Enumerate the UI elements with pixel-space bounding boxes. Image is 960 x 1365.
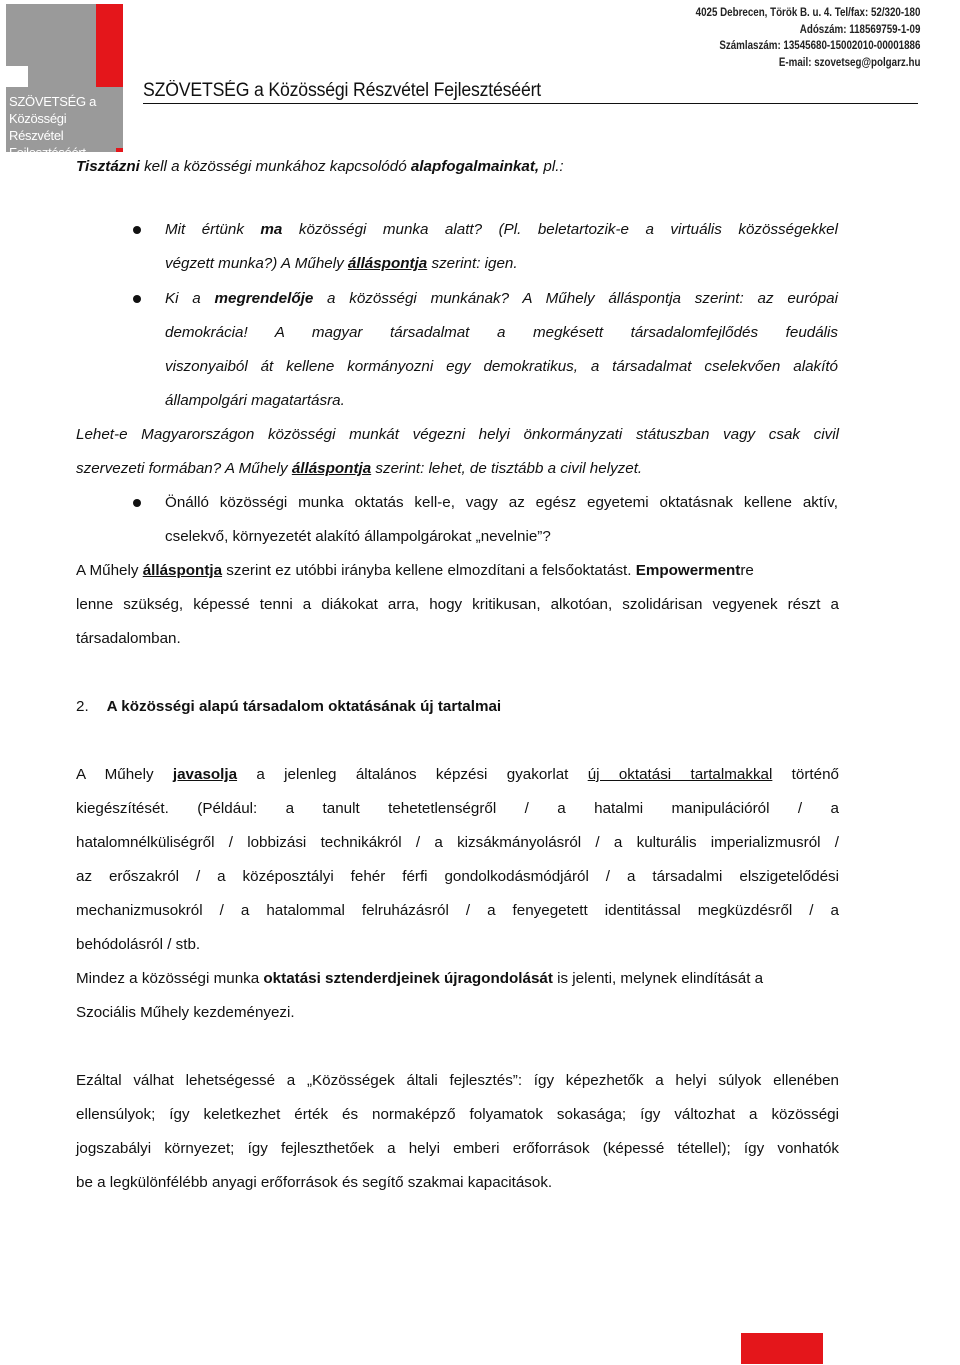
text-run: re: [740, 562, 754, 579]
paragraph3-line1: [76, 561, 754, 581]
paragraph4-line7: [76, 969, 763, 989]
text-run: ma: [260, 221, 283, 238]
text-run: A Műhely: [76, 766, 173, 783]
bullet2-line4: állampolgári magatartásra.: [165, 392, 345, 409]
text-run: álláspontja: [291, 460, 372, 477]
text-run: Mindez a közösségi munka: [76, 970, 264, 987]
paragraph3-line2: lenne szükség, képessé tenni a diákokat arra, hogy kritikusan, alkotóan, szolidárisan vegyenek részt a: [76, 596, 839, 613]
intro-text: kell a közösségi munkához kapcsolódó: [139, 158, 411, 175]
text-run: Empowerment: [635, 562, 741, 579]
header-rule: [143, 103, 918, 104]
logo-red-corner: [116, 148, 123, 152]
contact-block: [695, 5, 920, 71]
intro-emphasis: Tisztázni: [76, 158, 140, 175]
contact-bank-account: Számlaszám: 13545680-15002010-00001886: [718, 40, 920, 52]
logo-text: [9, 93, 123, 161]
bullet-dot: [133, 226, 141, 234]
contact-tax-number: Adószám: 118569759-1-09: [799, 23, 920, 36]
text-run: szerint: igen.: [427, 255, 518, 272]
text-run: szervezeti formában? A Műhely: [76, 460, 292, 477]
text-run: A Műhely: [76, 562, 143, 579]
text-run: szerint ez utóbbi irányba kellene elmozdítani a felsőoktatást.: [222, 562, 636, 579]
paragraph2-line1: Lehet-e Magyarországon közösségi munkát végezni helyi önkormányzati státuszban vagy csak civil: [76, 426, 839, 443]
text-run: Mit értünk: [165, 221, 261, 238]
bullet2-line1: [165, 289, 838, 309]
paragraph3-line3: társadalomban.: [76, 630, 181, 647]
intro-line: [76, 157, 564, 177]
bullet1-line1: [165, 220, 838, 240]
text-run: álláspontja: [142, 562, 223, 579]
text-run: szerint: lehet, de tisztább a civil helyzet.: [371, 460, 643, 477]
bullet2-line2: demokrácia! A magyar társadalmat a megkésett társadalomfejlődés feudális: [165, 324, 838, 341]
paragraph4-line8: Szociális Műhely kezdeményezi.: [76, 1004, 295, 1021]
text-run: a közösségi munkának? A Műhely álláspontja szerint: az európai: [313, 290, 838, 307]
text-run: álláspontja: [347, 255, 428, 272]
organization-title: SZÖVETSÉG a Közösségi Részvétel Fejlesztéséért: [143, 80, 542, 101]
paragraph2-line2: [76, 459, 642, 479]
paragraph4-line6: behódolásról / stb.: [76, 936, 201, 953]
text-run: is jelenti, melynek elindítását a: [552, 970, 764, 987]
organization-logo: [6, 4, 123, 160]
paragraph4-line3: hatalomnélküliségről / lobbizási technikákról / a kizsákmányolásról / a kulturális imperializmusról /: [76, 834, 839, 851]
bullet3-line1: Önálló közösségi munka oktatás kell-e, vagy az egész egyetemi oktatásnak kellene aktív,: [165, 494, 838, 511]
section-heading: [76, 697, 501, 717]
paragraph5-line1: Ezáltal válhat lehetségessé a „Közösségek általi fejlesztés”: így képezhetők a helyi súlyok ellenében: [76, 1072, 839, 1089]
text-run: javasolja: [172, 766, 238, 783]
contact-address: 4025 Debrecen, Török B. u. 4. Tel/fax: 52/320-180: [695, 7, 920, 19]
text-run: új oktatási tartalmakkal: [587, 766, 773, 783]
footer-red-block: [741, 1333, 823, 1364]
bullet2-line3: viszonyaiból át kellene kormányozni egy demokratikus, a társadalmat cselekvően alakító: [165, 358, 838, 375]
text-run: végzett munka?) A Műhely: [165, 255, 348, 272]
text-run: Ki a: [165, 290, 215, 307]
logo-line-3: Fejlesztéséért: [9, 145, 86, 160]
text-run: a jelenleg általános képzési gyakorlat: [237, 766, 588, 783]
paragraph4-line4: az erőszakról / a középosztályi fehér férfi gondolkodásmódjáról / a társadalmi elszigetelődési: [76, 868, 839, 885]
bullet1-line2: [165, 254, 518, 274]
bullet-dot: [133, 499, 141, 507]
logo-white-square: [6, 66, 28, 87]
section-number: 2.: [76, 698, 89, 715]
intro-text-end: pl.:: [539, 158, 564, 175]
logo-red-block: [96, 4, 123, 87]
text-run: megrendelője: [214, 290, 314, 307]
text-run: közösségi munka alatt? (Pl. beletartozik-e a virtuális közösségekkel: [282, 221, 838, 238]
contact-email: E-mail: szovetseg@polgarz.hu: [778, 56, 920, 69]
paragraph4-line2: kiegészítését. (Például: a tanult tehetetlenségről / a hatalmi manipulációról / a: [76, 800, 839, 817]
paragraph5-line3: jogszabályi környezet; így fejleszthetőek a helyi emberi erőforrások (képessé tétellel); így vonhatók: [76, 1140, 839, 1157]
logo-line-1: SZÖVETSÉG a: [9, 94, 97, 109]
section-title: A közösségi alapú társadalom oktatásának új tartalmai: [106, 698, 502, 715]
paragraph5-line4: be a legkülönfélébb anyagi erőforrások és segítő szakmai kapacitások.: [76, 1174, 553, 1191]
paragraph4-line5: mechanizmusokról / a hatalommal felruházásról / a fenyegetett identitással megküzdésről / a: [76, 902, 839, 919]
bullet-dot: [133, 295, 141, 303]
bullet3-line2: cselekvő, környezetét alakító állampolgárokat „nevelnie”?: [165, 528, 551, 545]
text-run: oktatási sztenderdjeinek újragondolását: [263, 970, 553, 987]
intro-keyword: alapfogalmainkat,: [410, 158, 540, 175]
text-run: történő: [772, 766, 839, 783]
paragraph5-line2: ellensúlyok; így keletkezhet érték és normaképző folyamatok sokasága; így változhat a közösségi: [76, 1106, 839, 1123]
paragraph4-line1: [76, 765, 839, 785]
logo-line-2: Közösségi Részvétel: [9, 111, 67, 143]
